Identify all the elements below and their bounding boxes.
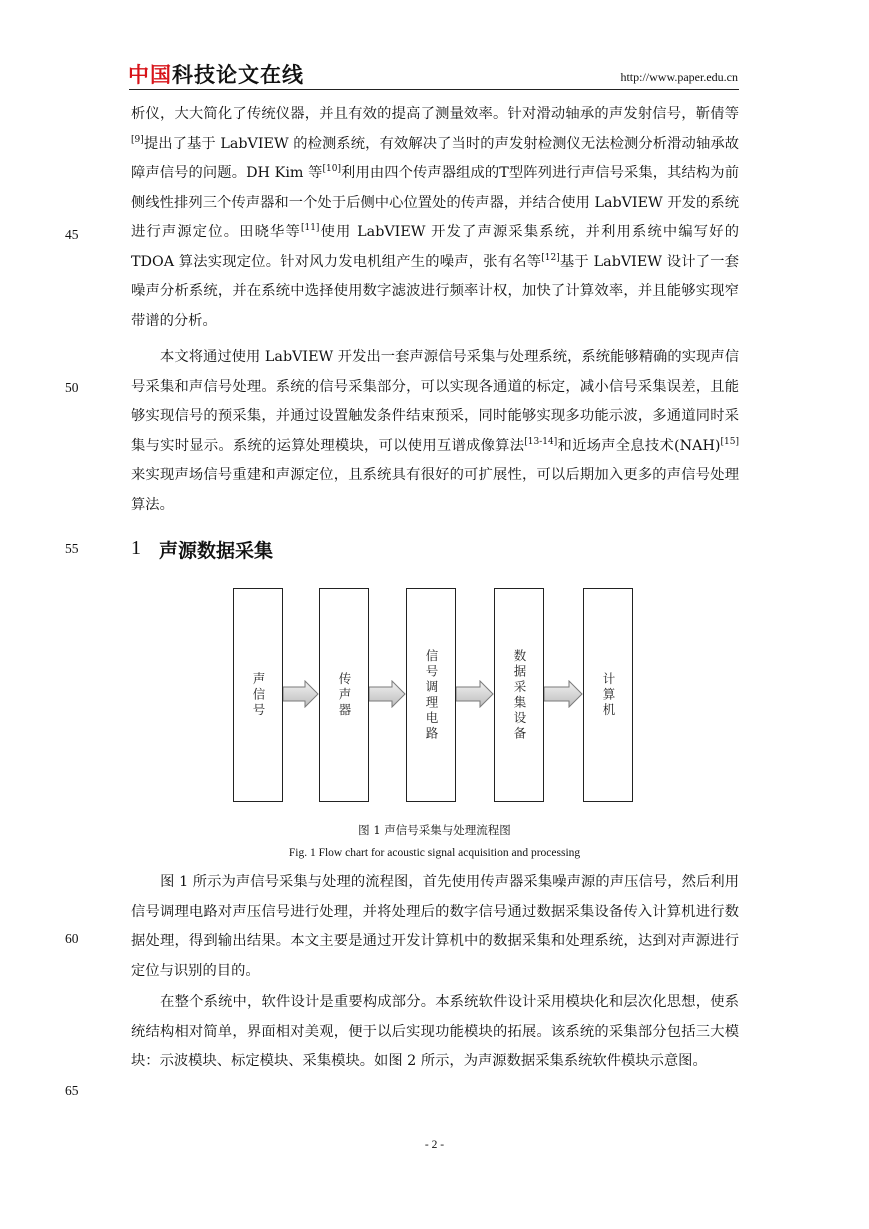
p1-text-5: 基于 LabVIEW 设计了一套噪声分析系统，并在系统中选择使用数字滤波进行频率计权，加快了计算效率，并且能够实现窄带谱的分析。	[131, 253, 739, 329]
flow-box-label: 数据采集设备	[512, 648, 527, 742]
line-number-45: 45	[65, 227, 79, 242]
line-number-50: 50	[65, 380, 79, 395]
figure-caption-cn: 图 1 声信号采集与处理流程图	[358, 823, 511, 837]
paragraph-2	[131, 343, 739, 520]
flow-box-conditioning-circuit	[406, 588, 456, 802]
p1-text-1: 析仪，大大简化了传统仪器，并且有效的提高了测量效率。针对滑动轴承的声发射信号，靳倩等	[131, 106, 739, 122]
site-logo	[128, 60, 304, 90]
header-url[interactable]: http://www.paper.edu.cn	[620, 70, 738, 84]
p1-text-3: 利用由四个传声器组成的T型阵列进行声信号采集，其结构为前侧线性排列三个传声器和一个处于后侧中心位置处的传声器，并结合使用 LabVIEW 开发的系统进行声源定位。田晓华等	[131, 165, 739, 240]
page-number: - 2 -	[424, 1139, 445, 1151]
section-title: 声源数据采集	[159, 540, 274, 562]
paragraph-3	[131, 868, 739, 986]
p4-text: 在整个系统中，软件设计是重要构成部分。本系统软件设计采用模块化和层次化思想，使系统结构相对简单，界面相对美观，便于以后实现功能模块的拓展。该系统的采集部分包括三大模块：示波模块、标定模块、采集模块。如图 2 所示，为声源数据采集系统软件模块示意图。	[131, 994, 739, 1069]
flow-box-label: 计算机	[601, 671, 616, 719]
line-number-55: 55	[65, 541, 79, 556]
p3-text: 图 1 所示为声信号采集与处理的流程图，首先使用传声器采集噪声源的声压信号，然后利用信号调理电路对声压信号进行处理，并将处理后的数字信号通过数据采集设备传入计算机进行数据处理，得到输出结果。本文主要是通过开发计算机中的数据采集和处理系统，达到对声源进行定位与识别的目的。	[131, 874, 739, 979]
citation-10: [10]	[322, 164, 341, 174]
flow-arrow-icon	[369, 680, 406, 708]
citation-15: [15]	[720, 436, 739, 447]
p2-text-1: 本文将通过使用 LabVIEW 开发出一套声源信号采集与处理系统，系统能够精确的实现声信号采集和声信号处理。系统的信号采集部分，可以实现各通道的标定，减小信号采集误差，且能够实现信号的预采集，并通过设置触发条件结束预采，同时能够实现多功能示波，多通道同时采集与实时显示。系统的运算处理模块，可以使用互谱成像算法	[131, 349, 739, 454]
flow-arrow-icon	[456, 680, 494, 708]
logo-red-text: 中国	[128, 63, 172, 87]
flow-box-daq-device	[494, 588, 544, 802]
flow-box-label: 信号调理电路	[424, 648, 439, 742]
section-number: 1	[131, 537, 141, 559]
line-number-65: 65	[65, 1083, 79, 1098]
logo-black-text: 科技论文在线	[172, 63, 304, 87]
flow-box-microphone	[319, 588, 369, 802]
paragraph-1	[131, 100, 739, 336]
citation-9: [9]	[131, 134, 144, 145]
citation-12: [12]	[541, 252, 560, 263]
p1-text-2: 提出了基于 LabVIEW 的检测系统，有效解决了当时的声发射检测仪无法检测分析滑动轴承故障声信号的问题。DH Kim 等	[131, 135, 739, 181]
flow-box-label: 传声器	[337, 671, 352, 719]
p1-text-4: 使用 LabVIEW 开发了声源采集系统，并利用系统中编写好的 TDOA 算法实现定位。针对风力发电机组产生的噪声，张有名等	[131, 224, 739, 270]
p2-text-2: 和近场声全息技术(NAH)	[557, 437, 721, 454]
flow-box-sound-signal	[233, 588, 283, 802]
flow-box-label: 声信号	[251, 671, 266, 719]
citation-11: [11]	[300, 223, 320, 233]
flow-arrow-icon	[544, 680, 583, 708]
figure-caption-en: Fig. 1 Flow chart for acoustic signal acquisition and processing	[288, 847, 581, 859]
line-number-60: 60	[65, 931, 79, 946]
p2-text-3: 来实现声场信号重建和声源定位，且系统具有很好的可扩展性，可以后期加入更多的声信号处理算法。	[131, 467, 739, 513]
flow-box-computer	[583, 588, 633, 802]
flow-arrow-icon	[283, 680, 319, 708]
citation-13-14: [13-14]	[524, 436, 558, 447]
paragraph-4	[131, 988, 739, 1077]
header-divider	[129, 89, 739, 90]
